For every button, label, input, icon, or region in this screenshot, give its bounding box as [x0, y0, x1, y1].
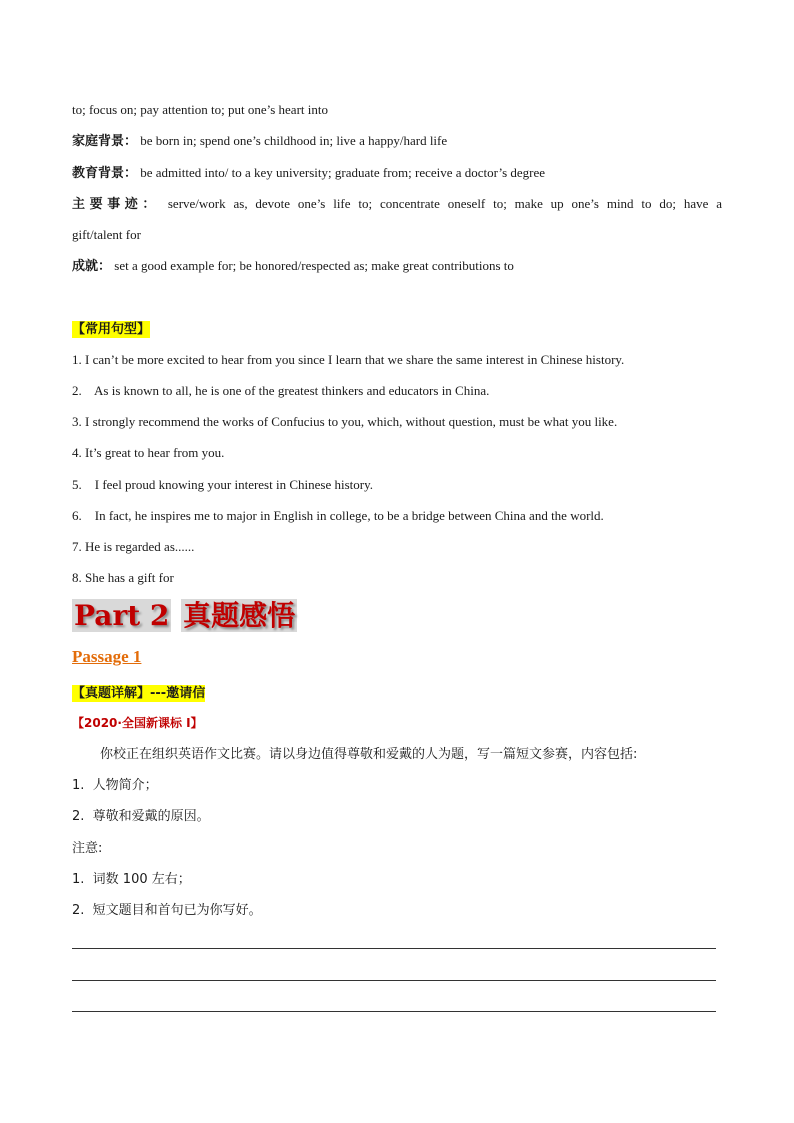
vocab-family-background: [72, 132, 722, 151]
notes-label: 注意:: [72, 841, 103, 856]
detail-heading: [72, 685, 205, 702]
answer-line: [72, 948, 716, 949]
detail-heading-label: 【真题详解】: [72, 686, 151, 701]
deeds-text-line1: serve/work as, devote one’s life to; concentrate oneself to; make up one’s mind to do; have a: [167, 196, 722, 211]
answer-line: [72, 1011, 716, 1012]
exam-prompt: 你校正在组织英语作文比赛。请以身边值得尊敬和爱戴的人为题，写一篇短文参赛，内容包括:: [100, 747, 638, 762]
content-point: 2. 尊敬和爱戴的原因。: [72, 809, 210, 824]
detail-heading-row: [72, 684, 722, 703]
achievement-label: 成就：: [72, 259, 112, 274]
education-label: 教育背景：: [72, 166, 138, 181]
vocab-main-deeds: [72, 195, 722, 214]
passage-1-heading: Passage 1: [72, 647, 142, 666]
deeds-label: 主要事迹：: [72, 197, 161, 212]
vocab-achievement: [72, 257, 722, 276]
sentence-item: 1. I can’t be more excited to hear from you since I learn that we share the same interest in Chinese history.: [72, 352, 625, 367]
detail-heading-suffix: ---邀请信: [150, 686, 206, 701]
sentence-item: 2. As is known to all, he is one of the greatest thinkers and educators in China.: [72, 383, 490, 398]
answer-line: [72, 980, 716, 981]
family-label: 家庭背景：: [72, 134, 138, 149]
sentences-heading-row: [72, 320, 722, 339]
achievement-text: set a good example for; be honored/respected as; make great contributions to: [114, 258, 514, 273]
vocab-main-deeds-cont: gift/talent for: [72, 227, 141, 242]
sentence-item: 6. In fact, he inspires me to major in English in college, to be a bridge between China and the world.: [72, 508, 604, 523]
sentence-item: 8. She has a gift for: [72, 570, 174, 585]
sentences-heading: 【常用句型】: [72, 322, 151, 337]
sentence-item: 4. It’s great to hear from you.: [72, 445, 225, 460]
vocab-line-focus: to; focus on; pay attention to; put one’s heart into: [72, 102, 328, 117]
content-point: 1. 人物简介；: [72, 778, 158, 793]
part-2-label: Part 2: [74, 599, 170, 632]
part-2-cn-title: 真题感悟: [183, 599, 296, 632]
exam-source: 【2020·全国新课标 I】: [72, 716, 203, 730]
sentence-item: 7. He is regarded as......: [72, 539, 195, 554]
note-item: 1. 词数 100 左右；: [72, 872, 191, 887]
part-2-title: [72, 596, 297, 636]
vocab-education-background: [72, 164, 722, 183]
education-text: be admitted into/ to a key university; graduate from; receive a doctor’s degree: [140, 165, 546, 180]
sentence-item: 5. I feel proud knowing your interest in Chinese history.: [72, 477, 373, 492]
note-item: 2. 短文题目和首句已为你写好。: [72, 903, 262, 918]
sentence-item: 3. I strongly recommend the works of Confucius to you, which, without question, must be what you like.: [72, 414, 618, 429]
family-text: be born in; spend one’s childhood in; live a happy/hard life: [140, 133, 448, 148]
